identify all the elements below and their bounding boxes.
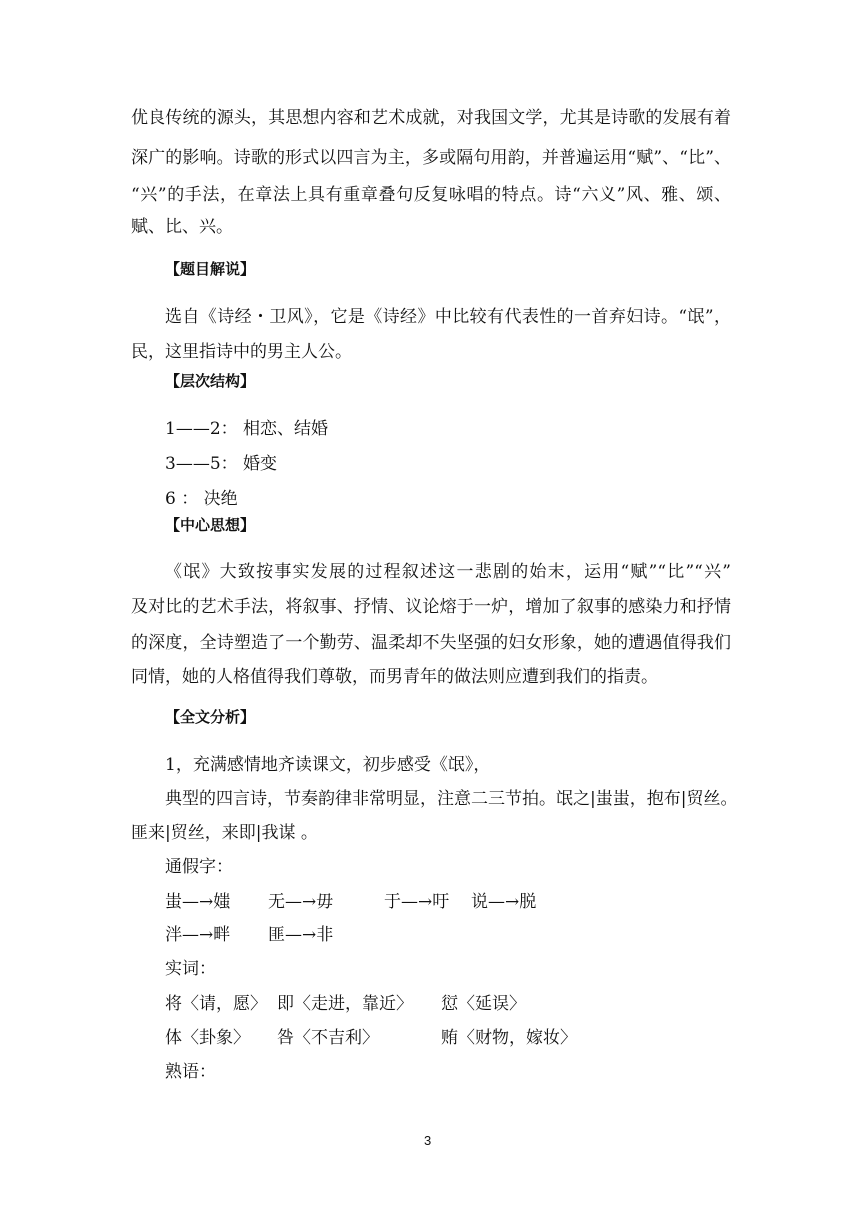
- section-heading-title: 【题目解说】: [165, 260, 256, 278]
- shici-item: 将〈请，愿〉: [165, 994, 267, 1014]
- tongjia-item: 泮—→畔: [165, 925, 231, 945]
- shici-label: 实词：: [165, 959, 216, 979]
- tongjia-item: 于—→吁: [384, 892, 450, 912]
- intro-line: 优良传统的源头，其思想内容和艺术成就，对我国文学，尤其是诗歌的发展有着: [131, 108, 731, 128]
- structure-item: 1——2： 相恋、结婚: [165, 419, 329, 439]
- tongjia-item: 蚩—→媸: [165, 892, 231, 912]
- section-heading-structure: 【层次结构】: [165, 372, 256, 390]
- shuyu-label: 熟语：: [165, 1062, 216, 1082]
- section-heading-analysis: 【全文分析】: [165, 708, 256, 726]
- title-explanation-line: 民，这里指诗中的男主人公。: [131, 342, 352, 362]
- theme-line: 《氓》大致按事实发展的过程叙述这一悲剧的始末，运用“赋”“比”“兴”: [165, 562, 731, 582]
- shici-item: 体〈卦象〉: [165, 1028, 250, 1048]
- tongjia-item: 说—→脱: [471, 892, 537, 912]
- theme-line: 的深度，全诗塑造了一个勤劳、温柔却不失坚强的妇女形象，她的遭遇值得我们: [131, 633, 731, 653]
- theme-line: 同情，她的人格值得我们尊敬，而男青年的做法则应遭到我们的指责。: [131, 667, 658, 687]
- title-explanation-line: 选自《诗经・卫风》，它是《诗经》中比较有代表性的一首弃妇诗。“氓”，: [165, 307, 731, 327]
- intro-line: “兴”的手法，在章法上具有重章叠句反复咏唱的特点。诗“六义”风、雅、颂、: [131, 185, 731, 205]
- structure-item: 3——5： 婚变: [165, 454, 278, 474]
- shici-item: 即〈走进，靠近〉: [277, 994, 413, 1014]
- analysis-line: 匪来|贸丝，来即|我谋 。: [131, 823, 318, 843]
- shici-item: 贿〈财物，嫁妆〉: [441, 1028, 577, 1048]
- structure-item: 6 ： 决绝: [165, 489, 238, 509]
- theme-line: 及对比的艺术手法，将叙事、抒情、议论熔于一炉，增加了叙事的感染力和抒情: [131, 597, 731, 617]
- section-heading-theme: 【中心思想】: [165, 516, 256, 534]
- analysis-line: 1，充满感情地齐读课文，初步感受《氓》，: [165, 755, 491, 775]
- tongjia-item: 无—→毋: [268, 892, 334, 912]
- page-number: 3: [424, 1133, 432, 1148]
- analysis-line: 典型的四言诗，节奏韵律非常明显，注意二三节拍。氓之|蚩蚩，抱布|贸丝。: [165, 789, 738, 809]
- tongjia-label: 通假字：: [165, 857, 233, 877]
- shici-item: 愆〈延误〉: [441, 994, 526, 1014]
- intro-line: 深广的影响。诗歌的形式以四言为主，多或隔句用韵，并普遍运用“赋”、“比”、: [131, 148, 731, 168]
- intro-line: 赋、比、兴。: [131, 217, 233, 237]
- shici-item: 咎〈不吉利〉: [277, 1028, 379, 1048]
- tongjia-item: 匪—→非: [268, 925, 334, 945]
